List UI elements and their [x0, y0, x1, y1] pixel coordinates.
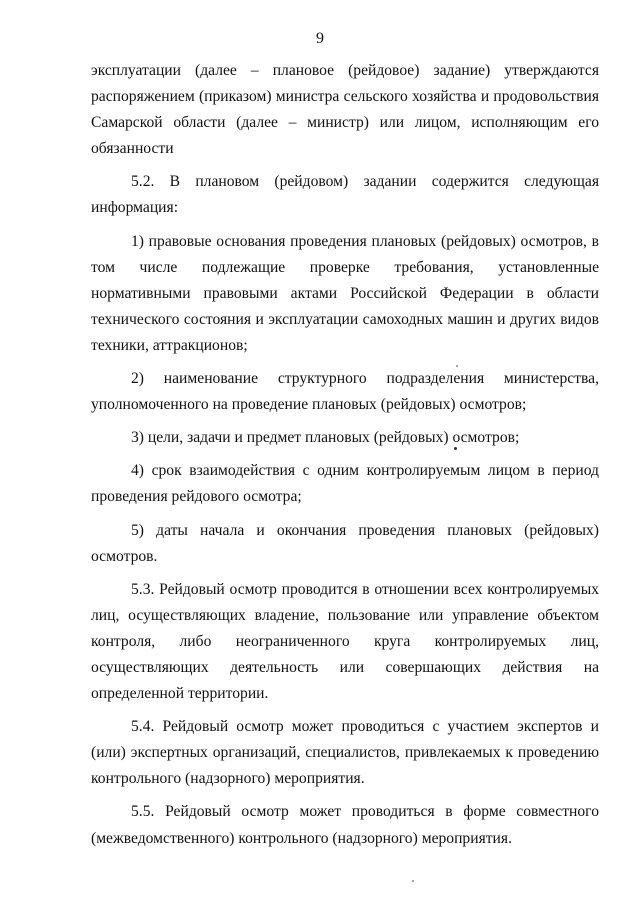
list-item-3: 3) цели, задачи и предмет плановых (рейдовых) осмотров; [131, 429, 520, 447]
scan-speck [456, 365, 458, 367]
list-item-1: 1) правовые основания проведения плановых (рейдовых) осмотров, в том числе подлежащие проверке требования, установленные нормативными правовыми актами Российской Федерации в области технического состояния и эксплуатации самоходных машин и других видов техники, аттракционов; [91, 232, 599, 354]
paragraph-5-4: 5.4. Рейдовый осмотр может проводиться с участием экспертов и (или) экспертных организаций, специалистов, привлекаемых к проведению контрольного (надзорного) мероприятия. [91, 718, 599, 788]
paragraph-continuation: эксплуатации (далее – плановое (рейдовое) задание) утверждаются распоряжением (приказом) министра сельского хозяйства и продовольствия Самарской области (далее – министр) или лицом, исполняющим его обязанности [91, 62, 599, 158]
list-item-5: 5) даты начала и окончания проведения плановых (рейдовых) осмотров. [91, 521, 599, 565]
scan-speck [454, 447, 457, 450]
page-number: 9 [316, 30, 324, 47]
paragraph-5-3: 5.3. Рейдовый осмотр проводится в отношении всех контролируемых лиц, осуществляющих владение, пользование или управление объектом контроля, либо неограниченного круга контролируемых лиц, осуществляющих деятельность или совершающих действия на определенной территории. [91, 580, 599, 703]
document-body [91, 58, 599, 852]
scan-speck [412, 880, 414, 882]
paragraph-5-5: 5.5. Рейдовый осмотр может проводиться в форме совместного (межведомственного) контрольного (надзорного) мероприятия. [91, 803, 599, 847]
list-item-4: 4) срок взаимодействия с одним контролируемым лицом в период проведения рейдового осмотра; [91, 462, 599, 506]
paragraph-5-2: 5.2. В плановом (рейдовом) задании содержится следующая информация: [91, 173, 599, 217]
list-item-2: 2) наименование структурного подразделения министерства, уполномоченного на проведение плановых (рейдовых) осмотров; [91, 370, 599, 414]
